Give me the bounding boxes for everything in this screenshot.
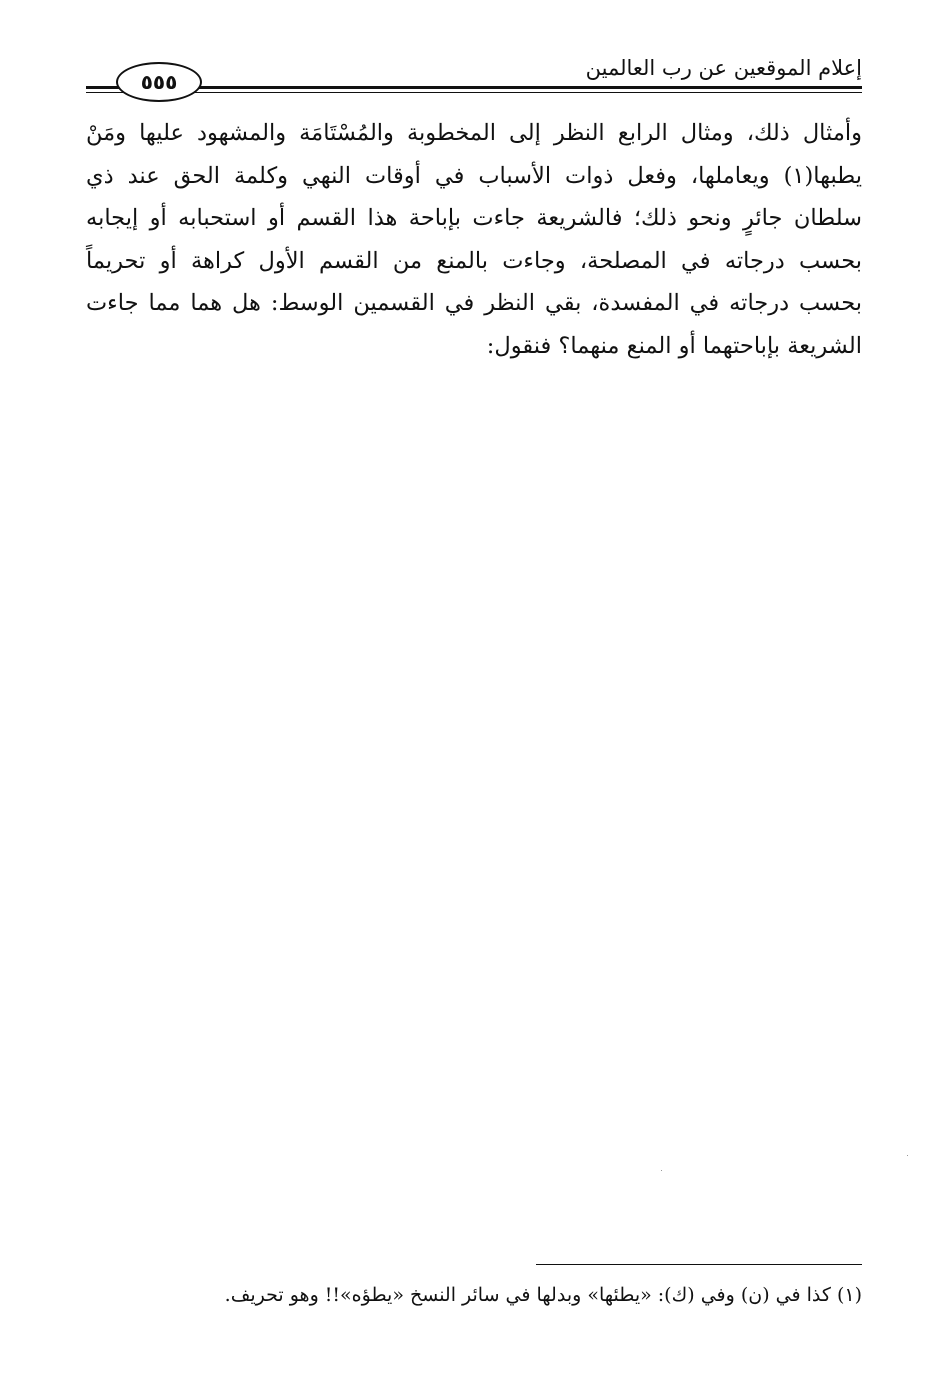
page-number: ٥٥٥ xyxy=(116,62,202,102)
scan-speck xyxy=(907,1155,908,1156)
body-line: سلطان جائرٍ ونحو ذلك؛ فالشريعة جاءت بإباحة هذا القسم أو استحبابه أو إيجابه xyxy=(86,205,862,231)
header-rule-thin xyxy=(86,92,862,93)
footnote-separator xyxy=(536,1264,862,1265)
body-line: بحسب درجاته في المصلحة، وجاءت بالمنع من القسم الأول كراهة أو تحريماً xyxy=(86,247,862,274)
body-line: يطبها(١) ويعاملها، وفعل ذوات الأسباب في أوقات النهي وكلمة الحق عند ذي xyxy=(86,162,862,189)
scan-speck xyxy=(661,1170,662,1171)
footnote: (١) كذا في (ن) وفي (ك): «يطئها» وبدلها في سائر النسخ «يطؤه»!! وهو تحريف. xyxy=(224,1284,862,1306)
body-line: الشريعة بإباحتهما أو المنع منهما؟ فنقول: xyxy=(486,332,862,359)
body-line: بحسب درجاته في المفسدة، بقي النظر في القسمين الوسط: هل هما مما جاءت xyxy=(86,290,862,316)
running-title: إعلام الموقعين عن رب العالمين xyxy=(585,56,862,80)
page-header xyxy=(86,48,862,100)
body-line: وأمثال ذلك، ومثال الرابع النظر إلى المخطوبة والمُسْتَامَة والمشهود عليها ومَنْ xyxy=(86,120,862,146)
header-rule-thick xyxy=(86,86,862,89)
body-paragraph xyxy=(86,112,862,367)
